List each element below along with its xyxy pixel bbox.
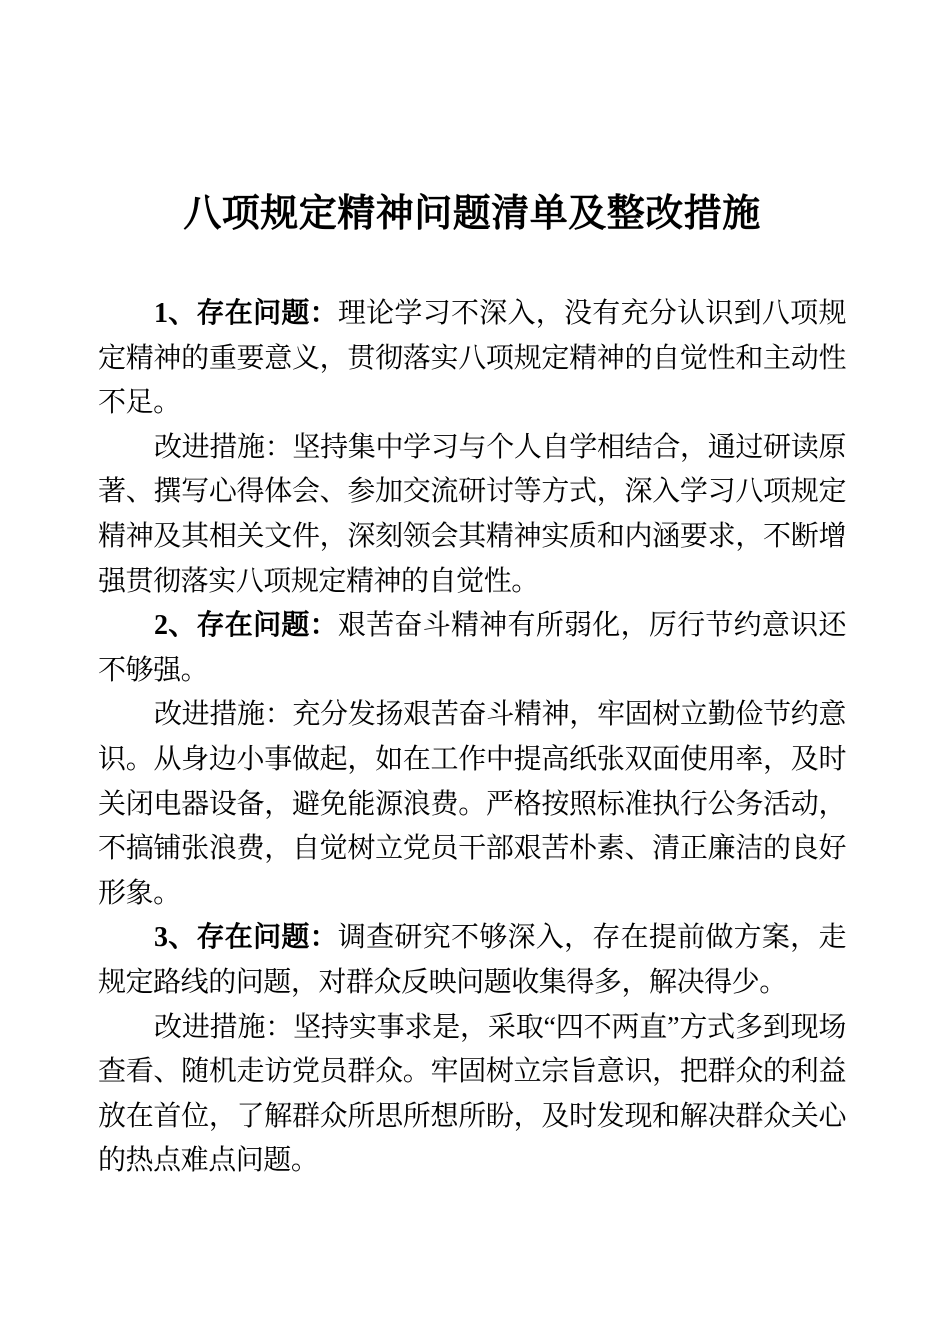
paragraph-text: 艰苦奋斗精神有所弱化，厉行节约意识还不够强。 [98, 610, 847, 686]
measure-paragraph-2 [98, 693, 846, 916]
paragraph-text: 调查研究不够深入，存在提前做方案，走规定路线的问题，对群众反映问题收集得多，解决得少。 [98, 922, 847, 998]
document-body [98, 292, 846, 1184]
problem-label-2: 2、存在问题： [154, 610, 338, 642]
paragraph-text: 改进措施：坚持集中学习与个人自学相结合，通过研读原著、撰写心得体会、参加交流研讨等方式，深入学习八项规定精神及其相关文件，深刻领会其精神实质和内涵要求，不断增强贯彻落实八项规定精神的自觉性。 [98, 431, 846, 597]
paragraph-text: 改进措施：坚持实事求是，采取“四不两直”方式多到现场查看、随机走访党员群众。牢固树立宗旨意识，把群众的利益放在首位，了解群众所思所想所盼，及时发现和解决群众关心的热点难点问题。 [98, 1011, 846, 1177]
problem-label-3: 3、存在问题： [154, 922, 338, 954]
problem-paragraph-1 [98, 292, 846, 426]
measure-paragraph-1 [98, 426, 846, 604]
paragraph-text: 理论学习不深入，没有充分认识到八项规定精神的重要意义，贯彻落实八项规定精神的自觉性和主动性不足。 [98, 298, 847, 419]
document-content [98, 191, 846, 1184]
measure-paragraph-3 [98, 1006, 846, 1184]
problem-paragraph-3 [98, 916, 846, 1005]
paragraph-text: 改进措施：充分发扬艰苦奋斗精神，牢固树立勤俭节约意识。从身边小事做起，如在工作中提高纸张双面使用率，及时关闭电器设备，避免能源浪费。严格按照标准执行公务活动，不搞铺张浪费，自觉树立党员干部艰苦朴素、清正廉洁的良好形象。 [98, 699, 846, 909]
document-title: 八项规定精神问题清单及整改措施 [183, 193, 761, 235]
problem-paragraph-2 [98, 604, 846, 693]
problem-label-1: 1、存在问题： [154, 298, 338, 329]
